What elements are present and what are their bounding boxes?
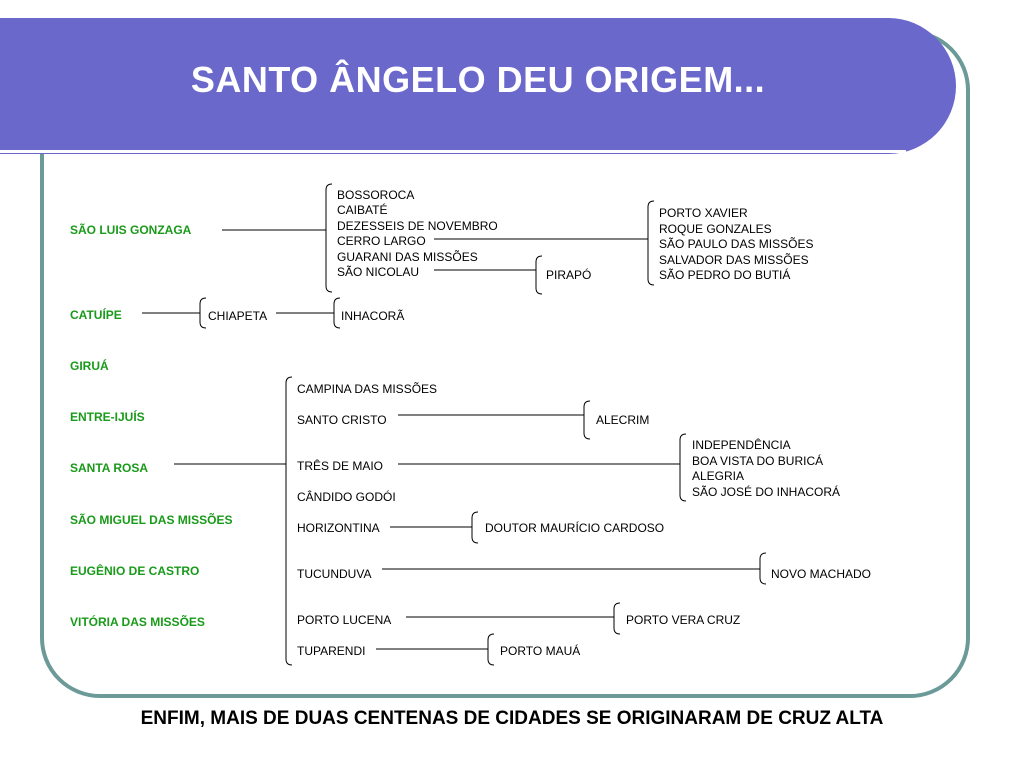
city-campina-das-missoes: CAMPINA DAS MISSÕES	[297, 382, 438, 396]
city-alegria: ALEGRIA	[692, 469, 745, 483]
bracket	[648, 201, 654, 285]
city-entre-ijuis: ENTRE-IJUÍS	[70, 410, 145, 424]
city-caibate: CAIBATÉ	[337, 203, 388, 217]
bracket	[326, 184, 332, 292]
city-sao-nicolau: SÃO NICOLAU	[337, 265, 420, 279]
city-roque-gonzales: ROQUE GONZALES	[659, 222, 772, 236]
city-sao-paulo-das-missoes: SÃO PAULO DAS MISSÕES	[659, 237, 814, 251]
city-porto-vera-cruz: PORTO VERA CRUZ	[626, 613, 741, 627]
city-guarani-das-missoes: GUARANI DAS MISSÕES	[337, 250, 478, 264]
city-porto-maua: PORTO MAUÁ	[500, 644, 581, 658]
bracket	[334, 298, 340, 328]
city-santo-cristo: SANTO CRISTO	[297, 413, 387, 427]
city-bossoroca: BOSSOROCA	[337, 188, 415, 202]
city-catuipe: CATUÍPE	[70, 308, 122, 322]
city-pirapo: PIRAPÓ	[546, 268, 592, 282]
bracket	[286, 377, 292, 665]
page-title: SANTO ÂNGELO DEU ORIGEM...	[190, 59, 766, 100]
bracket	[200, 298, 206, 328]
city-alecrim: ALECRIM	[596, 413, 650, 427]
city-porto-lucena: PORTO LUCENA	[297, 613, 392, 627]
bracket	[614, 603, 620, 634]
city-eugenio-de-castro: EUGÊNIO DE CASTRO	[70, 564, 200, 578]
city-girua: GIRUÁ	[70, 359, 109, 373]
city-chiapeta: CHIAPETA	[208, 309, 268, 323]
city-tucunduva: TUCUNDUVA	[297, 567, 372, 581]
bracket	[536, 256, 542, 294]
city-tuparendi: TUPARENDI	[297, 644, 366, 658]
city-santa-rosa: SANTA ROSA	[70, 461, 148, 475]
city-candido-godoi: CÂNDIDO GODÓI	[297, 490, 396, 504]
city-sao-miguel-das-missoes: SÃO MIGUEL DAS MISSÕES	[70, 513, 233, 527]
city-sao-pedro-do-butia: SÃO PEDRO DO BUTIÁ	[659, 268, 791, 282]
city-inhacora: INHACORÃ	[341, 309, 405, 323]
city-doutor-mauricio-cardoso: DOUTOR MAURÍCIO CARDOSO	[485, 521, 665, 535]
city-sao-jose-do-inhacora: SÃO JOSÉ DO INHACORÁ	[692, 485, 841, 499]
city-dezesseis-de-novembro: DEZESSEIS DE NOVEMBRO	[337, 219, 498, 233]
footer-caption: ENFIM, MAIS DE DUAS CENTENAS DE CIDADES SE ORIGINARAM DE CRUZ ALTA	[140, 708, 884, 729]
bracket	[472, 512, 478, 543]
city-cerro-largo: CERRO LARGO	[337, 234, 426, 248]
bracket	[680, 434, 686, 501]
city-independencia: INDEPENDÊNCIA	[692, 438, 791, 452]
city-tres-de-maio: TRÊS DE MAIO	[297, 459, 384, 473]
city-sao-luis-gonzaga: SÃO LUIS GONZAGA	[70, 223, 192, 237]
city-horizontina: HORIZONTINA	[297, 521, 380, 535]
city-vitoria-das-missoes: VITÓRIA DAS MISSÕES	[70, 615, 205, 629]
bracket	[488, 634, 494, 665]
city-boa-vista-do-burica: BOA VISTA DO BURICÁ	[692, 454, 824, 468]
city-porto-xavier: PORTO XAVIER	[659, 206, 748, 220]
bracket	[760, 553, 766, 584]
city-salvador-das-missoes: SALVADOR DAS MISSÕES	[659, 253, 809, 267]
city-novo-machado: NOVO MACHADO	[771, 567, 872, 581]
bracket	[584, 401, 590, 439]
